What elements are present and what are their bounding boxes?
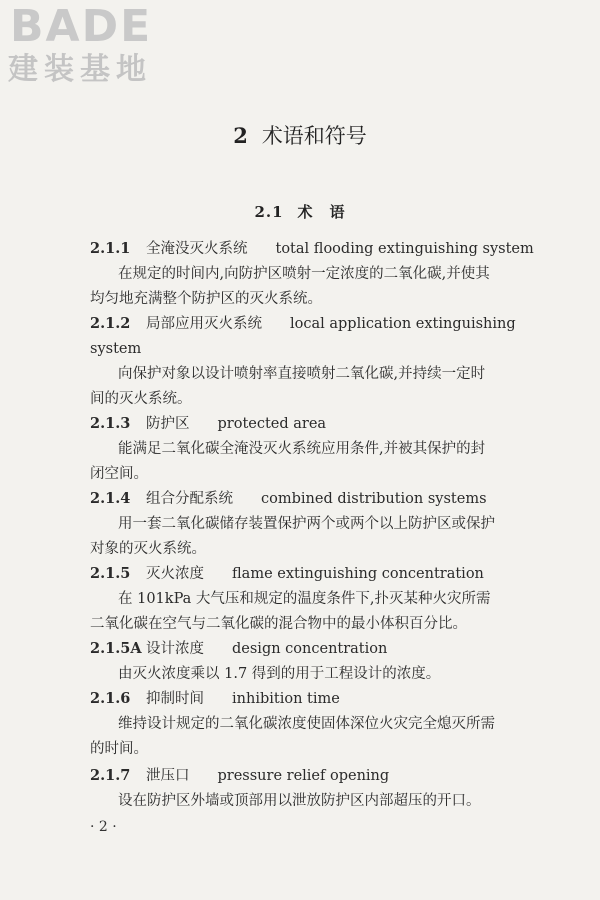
term-heading	[90, 686, 535, 712]
page-number: · 2 ·	[90, 819, 117, 835]
chapter-title: 术语和符号	[261, 124, 367, 148]
term-chinese: 防护区	[146, 416, 190, 432]
term-english: inhibition time	[232, 691, 340, 707]
term-definition-line: 闭空间。	[90, 466, 148, 482]
term-definition-line: 间的灭火系统。	[90, 391, 192, 407]
section-heading	[0, 201, 600, 222]
term-english: combined distribution systems	[261, 491, 487, 507]
term-heading	[90, 561, 535, 587]
term-definition-line: 用一套二氧化碳储存装置保护两个或两个以上防护区或保护	[118, 516, 495, 532]
term-heading	[90, 411, 535, 437]
term-definition-line: 设在防护区外墙或顶部用以泄放防护区内部超压的开口。	[118, 793, 481, 809]
term-english: local application extinguishing	[290, 316, 516, 332]
term-definition-line: 能满足二氧化碳全淹没灭火系统应用条件,并被其保护的封	[118, 441, 486, 457]
term-definition-line: 维持设计规定的二氧化碳浓度使固体深位火灾完全熄灭所需	[118, 716, 495, 732]
term-definition-line: 均匀地充满整个防护区的灭火系统。	[90, 291, 322, 307]
term-heading	[90, 486, 535, 512]
chapter-heading	[0, 120, 600, 150]
watermark-brand-cn: 建装基地	[8, 52, 152, 87]
watermark-brand: BADE	[10, 1, 153, 52]
term-number: 2.1.1	[90, 240, 131, 257]
term-chinese: 灭火浓度	[146, 566, 204, 582]
term-english-continued: system	[90, 341, 142, 357]
term-definition-line: 在规定的时间内,向防护区喷射一定浓度的二氧化碳,并使其	[118, 266, 490, 282]
term-english: pressure relief opening	[217, 768, 390, 784]
term-chinese: 组合分配系统	[146, 491, 233, 507]
term-number: 2.1.7	[90, 767, 131, 784]
term-definition-line: 向保护对象以设计喷射率直接喷射二氧化碳,并持续一定时	[118, 366, 486, 382]
term-english: total flooding extinguishing system	[275, 241, 534, 257]
term-definition-line: 对象的灭火系统。	[90, 541, 206, 557]
term-chinese: 泄压口	[146, 768, 190, 784]
term-definition-line: 由灭火浓度乘以 1.7 得到的用于工程设计的浓度。	[118, 666, 441, 682]
term-heading	[90, 763, 535, 789]
term-number: 2.1.6	[90, 690, 131, 707]
term-number: 2.1.4	[90, 490, 131, 507]
term-chinese: 全淹没灭火系统	[146, 241, 248, 257]
chapter-number: 2	[233, 123, 248, 148]
term-number: 2.1.3	[90, 415, 131, 432]
term-number: 2.1.5A	[90, 640, 142, 657]
watermark-logo	[8, 1, 178, 88]
term-heading	[90, 636, 535, 662]
term-number: 2.1.2	[90, 315, 131, 332]
term-chinese: 设计浓度	[146, 641, 204, 657]
term-english: design concentration	[232, 641, 388, 657]
term-definition-line: 在 101kPa 大气压和规定的温度条件下,扑灭某种火灾所需	[118, 591, 491, 607]
term-english: protected area	[217, 416, 327, 432]
term-english: flame extinguishing concentration	[232, 566, 484, 582]
term-chinese: 局部应用灭火系统	[146, 316, 262, 332]
term-number: 2.1.5	[90, 565, 131, 582]
term-chinese: 抑制时间	[146, 691, 204, 707]
term-definition-line: 的时间。	[90, 741, 148, 757]
term-definition-line: 二氧化碳在空气与二氧化碳的混合物中的最小体积百分比。	[90, 616, 467, 632]
term-heading	[90, 236, 535, 262]
term-heading	[90, 311, 535, 337]
section-number: 2.1	[254, 203, 284, 221]
section-title: 术 语	[297, 203, 346, 221]
